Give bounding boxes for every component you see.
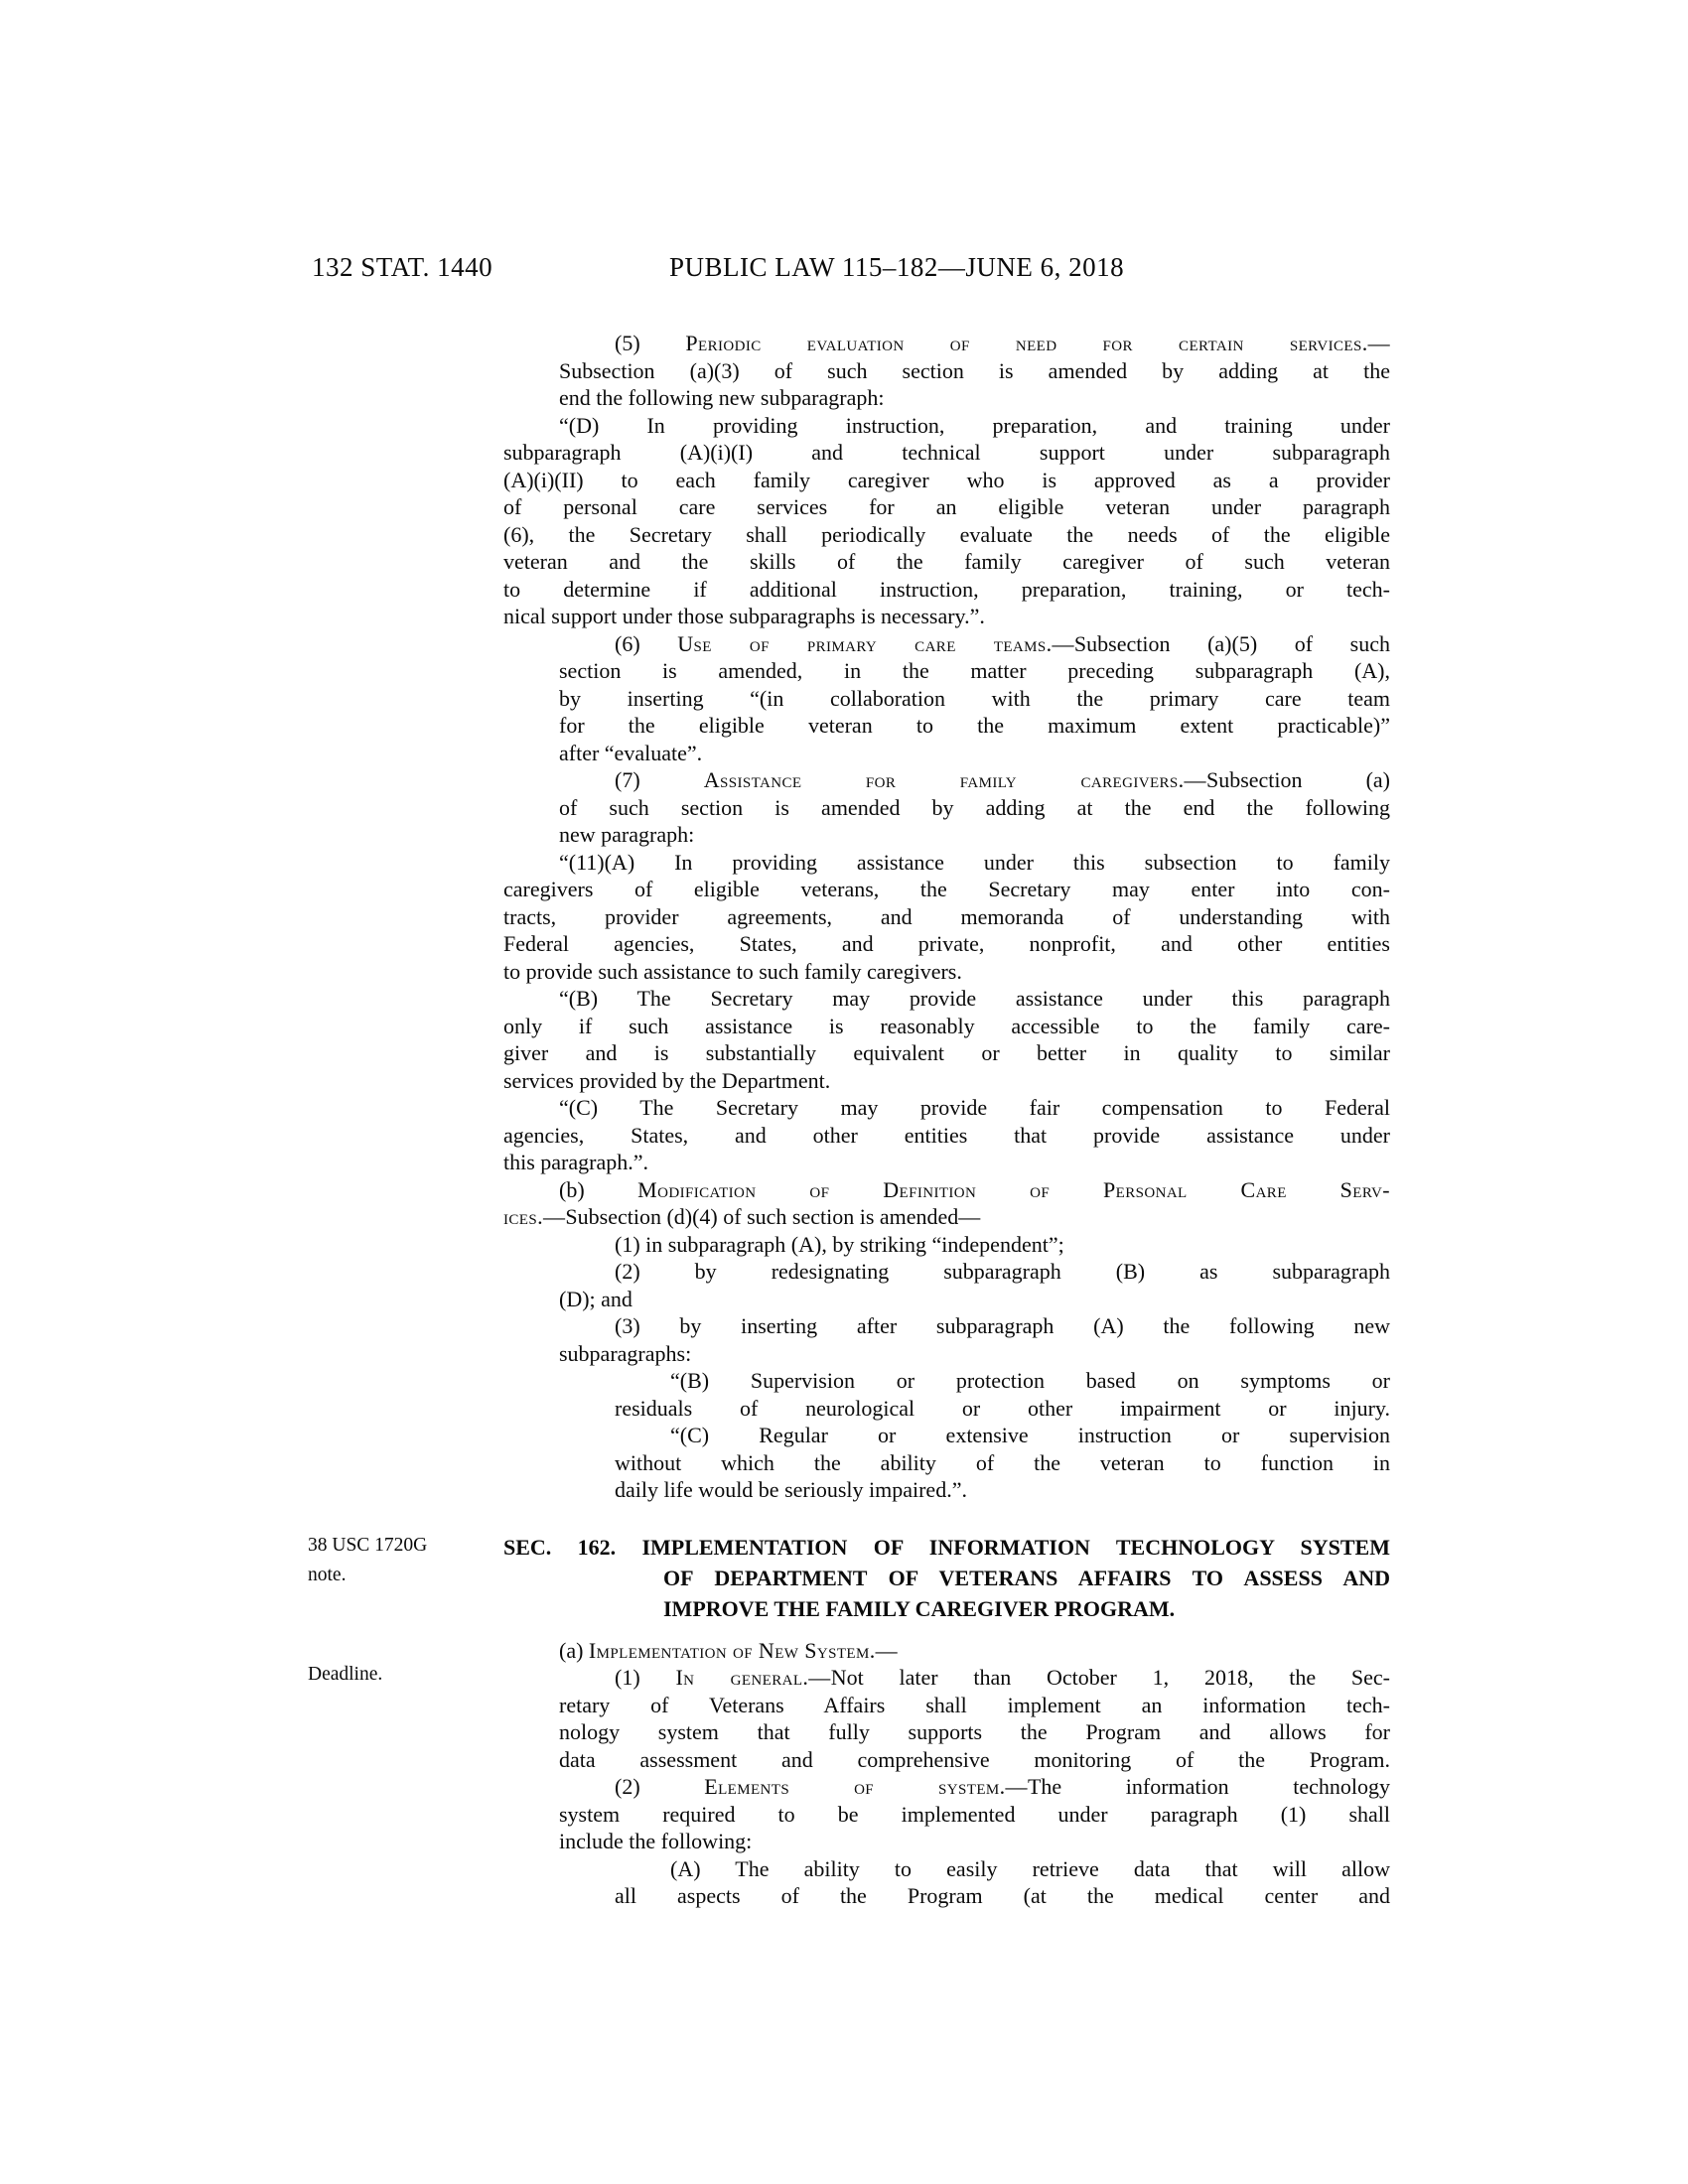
text-line [503,1258,1390,1286]
text-line [503,1013,1390,1040]
text-run: by inserting “(in collaboration with the primary care team [559,685,1390,711]
margin-note-line: 38 USC 1720G [308,1535,428,1556]
text-run: services provided by the Department. [503,1067,831,1093]
small-caps-run: Elements of system.— [704,1774,1028,1799]
text-line [503,1692,1390,1719]
text-line [503,712,1390,740]
text-line [503,521,1390,549]
text-run: agencies, States, and other entities that provide assistance under [503,1122,1390,1148]
text-run: “(D) In providing instruction, preparation, and training under [559,412,1390,438]
text-line [503,903,1390,931]
text-run: tracts, provider agreements, and memoranda of understanding with [503,903,1390,929]
text-line [503,1773,1390,1801]
text-line [503,576,1390,604]
text-run: (D); and [559,1286,633,1311]
text-run: retary of Veterans Affairs shall implement an information tech- [559,1692,1390,1717]
margin-note-line: note. [308,1565,347,1585]
text-line [503,1039,1390,1067]
stat-page-number: 132 STAT. 1440 [312,252,493,282]
text-run: IMPROVE THE FAMILY CAREGIVER PROGRAM. [663,1595,1176,1621]
text-line [503,1828,1390,1855]
text-run: to determine if additional instruction, preparation, training, or tech- [503,576,1390,602]
text-run: (6), the Secretary shall periodically evaluate the needs of the eligible [503,521,1390,547]
text-run: “(B) The Secretary may provide assistance under this paragraph [559,986,1390,1011]
text-run: (b) [559,1176,638,1202]
text-run: OF DEPARTMENT OF VETERANS AFFAIRS TO ASSESS AND [663,1565,1390,1590]
text-line [503,740,1390,767]
text-run: (A)(i)(II) to each family caregiver who is approved as a provider [503,467,1390,492]
text-run: “(C) The Secretary may provide fair compensation to Federal [559,1095,1390,1120]
text-run: Subsection (a)(3) of such section is amended by adding at the [559,357,1390,383]
text-line [503,548,1390,576]
text-run: (6) [615,630,678,656]
text-line [503,1882,1390,1910]
text-line [503,439,1390,467]
margin-note-usc [308,1531,427,1590]
small-caps-run: In general.— [675,1665,831,1690]
text-run: (A) The ability to easily retrieve data that will allow [670,1855,1390,1881]
text-run: (5) [615,331,686,355]
text-run: (1) in subparagraph (A), by striking “independent”; [615,1231,1064,1257]
text-line [503,1231,1390,1259]
text-line [503,794,1390,822]
text-run: Subsection (a) [1205,767,1391,792]
text-run: SEC. 162. IMPLEMENTATION OF INFORMATION TECHNOLOGY SYSTEM [503,1534,1390,1560]
small-caps-run: Assistance for family caregivers.— [703,767,1206,792]
text-run: (7) [615,767,704,792]
statute-text-column [503,330,1390,1910]
text-line [503,1746,1390,1774]
text-run: this paragraph.”. [503,1150,648,1174]
text-run: (a) [559,1637,589,1663]
text-run: subparagraph (A)(i)(I) and technical support under subparagraph [503,440,1390,465]
text-run: subparagraphs: [559,1340,692,1366]
text-run: “(C) Regular or extensive instruction or supervision [670,1423,1390,1447]
text-run: veteran and the skills of the family caregiver of such veteran [503,549,1390,574]
text-line [503,821,1390,849]
text-run: only if such assistance is reasonably accessible to the family care- [503,1013,1390,1038]
text-line [503,1203,1390,1231]
text-line [503,1367,1390,1395]
text-line [503,985,1390,1013]
text-line [503,1422,1390,1449]
text-run: for the eligible veteran to the maximum extent practicable)” [559,713,1390,738]
text-line [503,1664,1390,1692]
small-caps-run: Modification of Definition of Personal Care Serv- [637,1176,1391,1202]
text-line [503,1449,1390,1477]
text-run: “(B) Supervision or protection based on symptoms or [670,1368,1390,1393]
text-run: giver and is substantially equivalent or better in quality to similar [503,1040,1390,1065]
text-run: Subsection (a)(5) of such [1073,630,1391,656]
text-line [503,467,1390,494]
text-line [503,1340,1390,1368]
text-line [503,1122,1390,1150]
text-line [503,1476,1390,1504]
text-run: residuals of neurological or other impairment or injury. [615,1395,1390,1421]
public-law-header: PUBLIC LAW 115–182—JUNE 6, 2018 [669,252,1125,282]
text-line [503,1801,1390,1829]
section-heading-line [503,1563,1390,1593]
margin-note-deadline: Deadline. [308,1664,383,1685]
text-line [503,766,1390,794]
small-caps-run: Periodic evaluation of need for certain services.— [685,331,1390,355]
text-line [503,1855,1390,1883]
text-run: nology system that fully supports the Program and allows for [559,1719,1390,1744]
text-run: to provide such assistance to such family caregivers. [503,958,962,984]
text-run: of personal care services for an eligible veteran under paragraph [503,494,1390,519]
text-line [503,1094,1390,1122]
text-line [503,603,1390,630]
text-run: after “evaluate”. [559,740,703,765]
text-run: nical support under those subparagraphs is necessary.”. [503,604,985,628]
text-line [503,958,1390,986]
section-heading-line [503,1593,1390,1624]
text-line [503,1176,1390,1204]
text-run: without which the ability of the veteran to function in [615,1449,1390,1475]
text-run: (2) [615,1774,705,1799]
text-run: The information technology [1027,1774,1390,1799]
text-line [503,357,1390,385]
text-run: all aspects of the Program (at the medical center and [615,1883,1390,1908]
text-line [503,493,1390,521]
text-run: daily life would be seriously impaired.”. [615,1477,967,1502]
small-caps-run: ices.— [503,1204,566,1229]
text-run: new paragraph: [559,822,695,847]
text-run: end the following new subparagraph: [559,385,885,410]
small-caps-run: Implementation of New System.— [588,1637,898,1663]
text-run: Federal agencies, States, and private, nonprofit, and other entities [503,931,1390,956]
text-line [503,630,1390,658]
text-run: (1) [615,1665,676,1690]
text-line [503,1286,1390,1313]
text-run: (3) by inserting after subparagraph (A) the following new [615,1313,1390,1338]
text-line [503,384,1390,412]
small-caps-run: Use of primary care teams.— [677,630,1074,656]
text-run: of such section is amended by adding at the end the following [559,794,1390,820]
text-run: system required to be implemented under paragraph (1) shall [559,1801,1390,1827]
text-line [503,412,1390,440]
section-heading-line [503,1532,1390,1563]
text-line [503,1067,1390,1095]
text-line [503,1395,1390,1423]
text-line [503,876,1390,903]
text-line [503,657,1390,685]
text-run: “(11)(A) In providing assistance under this subsection to family [559,849,1390,875]
text-line [503,1718,1390,1746]
text-run: caregivers of eligible veterans, the Secretary may enter into con- [503,877,1390,901]
text-line [503,849,1390,877]
text-line [503,685,1390,713]
text-line [503,1149,1390,1176]
text-line [503,330,1390,357]
text-run: Subsection (d)(4) of such section is amended— [565,1204,981,1229]
text-line [503,930,1390,958]
text-run: data assessment and comprehensive monitoring of the Program. [559,1746,1390,1772]
text-run: (2) by redesignating subparagraph (B) as subparagraph [615,1259,1390,1284]
text-line [503,1637,1390,1665]
text-run: include the following: [559,1829,753,1853]
text-run: section is amended, in the matter preceding subparagraph (A), [559,658,1390,683]
text-run: Not later than October 1, 2018, the Sec- [830,1665,1391,1690]
text-line [503,1312,1390,1340]
